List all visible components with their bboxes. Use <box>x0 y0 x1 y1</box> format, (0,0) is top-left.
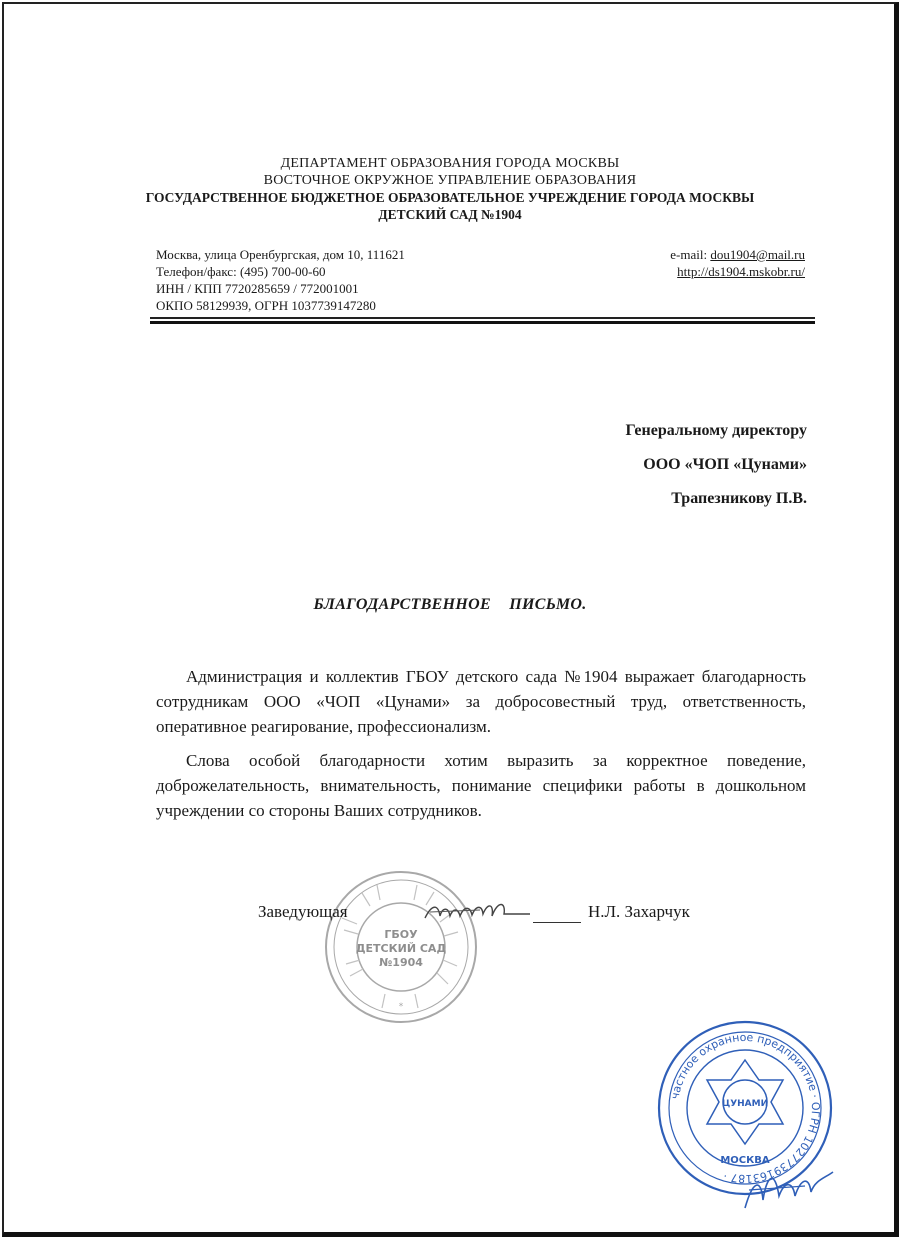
institution-name: ГОСУДАРСТВЕННОЕ БЮДЖЕТНОЕ ОБРАЗОВАТЕЛЬНОЕ УЧРЕЖДЕНИЕ ГОРОДА МОСКВЫ <box>145 190 755 205</box>
svg-text:ГБОУ: ГБОУ <box>384 928 418 941</box>
header-divider-thick <box>150 321 815 324</box>
paragraph-2 <box>156 748 806 823</box>
email-label: e-mail: <box>670 247 711 262</box>
signatory-position: Заведующая <box>258 902 348 921</box>
address-line: Москва, улица Оренбургская, дом 10, 111621 <box>156 247 405 262</box>
company-stamp-city: МОСКВА <box>720 1155 770 1166</box>
contact-block-right <box>670 246 805 280</box>
paragraph-1 <box>156 664 806 739</box>
header-divider-thin <box>150 317 815 319</box>
paragraph-1-text: Администрация и коллектив ГБОУ детского сада №1904 выражает благодарность сотрудникам ООО «ЧОП «Цунами» за добросовестный труд, ответственность, оперативное реагирование, профессионализм. <box>156 667 806 736</box>
school-stamp <box>322 868 480 1026</box>
email-line <box>670 246 805 263</box>
director-signature <box>420 896 550 926</box>
signatory-name: Н.Л. Захарчук <box>588 902 690 921</box>
okpo-line: ОКПО 58129939, ОГРН 1037739147280 <box>156 298 376 313</box>
district-name: ВОСТОЧНОЕ ОКРУЖНОЕ УПРАВЛЕНИЕ ОБРАЗОВАНИЯ <box>263 173 637 188</box>
addressee-company: ООО «ЧОП «Цунами» <box>643 456 807 473</box>
letter-title: БЛАГОДАРСТВЕННОЕ ПИСЬМО. <box>313 596 587 613</box>
addressee-name: Трапезникову П.В. <box>671 490 807 507</box>
svg-text:частное охранное предприятие ·: частное охранное предприятие · ОГРН 1027739163187 · <box>668 1030 823 1186</box>
paragraph-2-text: Слова особой благодарности хотим выразить за корректное поведение, доброжелательность, внимательность, понимание специфики работы в дошкольном учреждении со стороны Ваших сотрудников. <box>156 751 806 820</box>
website-link[interactable]: http://ds1904.mskobr.ru/ <box>677 264 805 279</box>
email-link[interactable]: dou1904@mail.ru <box>710 247 805 262</box>
inn-line: ИНН / КПП 7720285659 / 772001001 <box>156 281 359 296</box>
department-name: ДЕПАРТАМЕНТ ОБРАЗОВАНИЯ ГОРОДА МОСКВЫ <box>280 156 620 171</box>
contact-block-left <box>156 246 405 314</box>
svg-text:ДЕТСКИЙ САД: ДЕТСКИЙ САД <box>355 942 447 955</box>
addressee-title: Генеральному директору <box>625 422 807 439</box>
phone-line: Телефон/факс: (495) 700-00-60 <box>156 264 326 279</box>
letterhead <box>0 155 900 223</box>
svg-text:*: * <box>398 1002 404 1012</box>
company-signature <box>735 1160 845 1220</box>
kindergarten-name: ДЕТСКИЙ САД №1904 <box>378 207 522 222</box>
svg-text:№1904: №1904 <box>379 956 423 969</box>
signature-line <box>533 922 581 923</box>
company-stamp-center: ЦУНАМИ <box>721 1099 769 1109</box>
